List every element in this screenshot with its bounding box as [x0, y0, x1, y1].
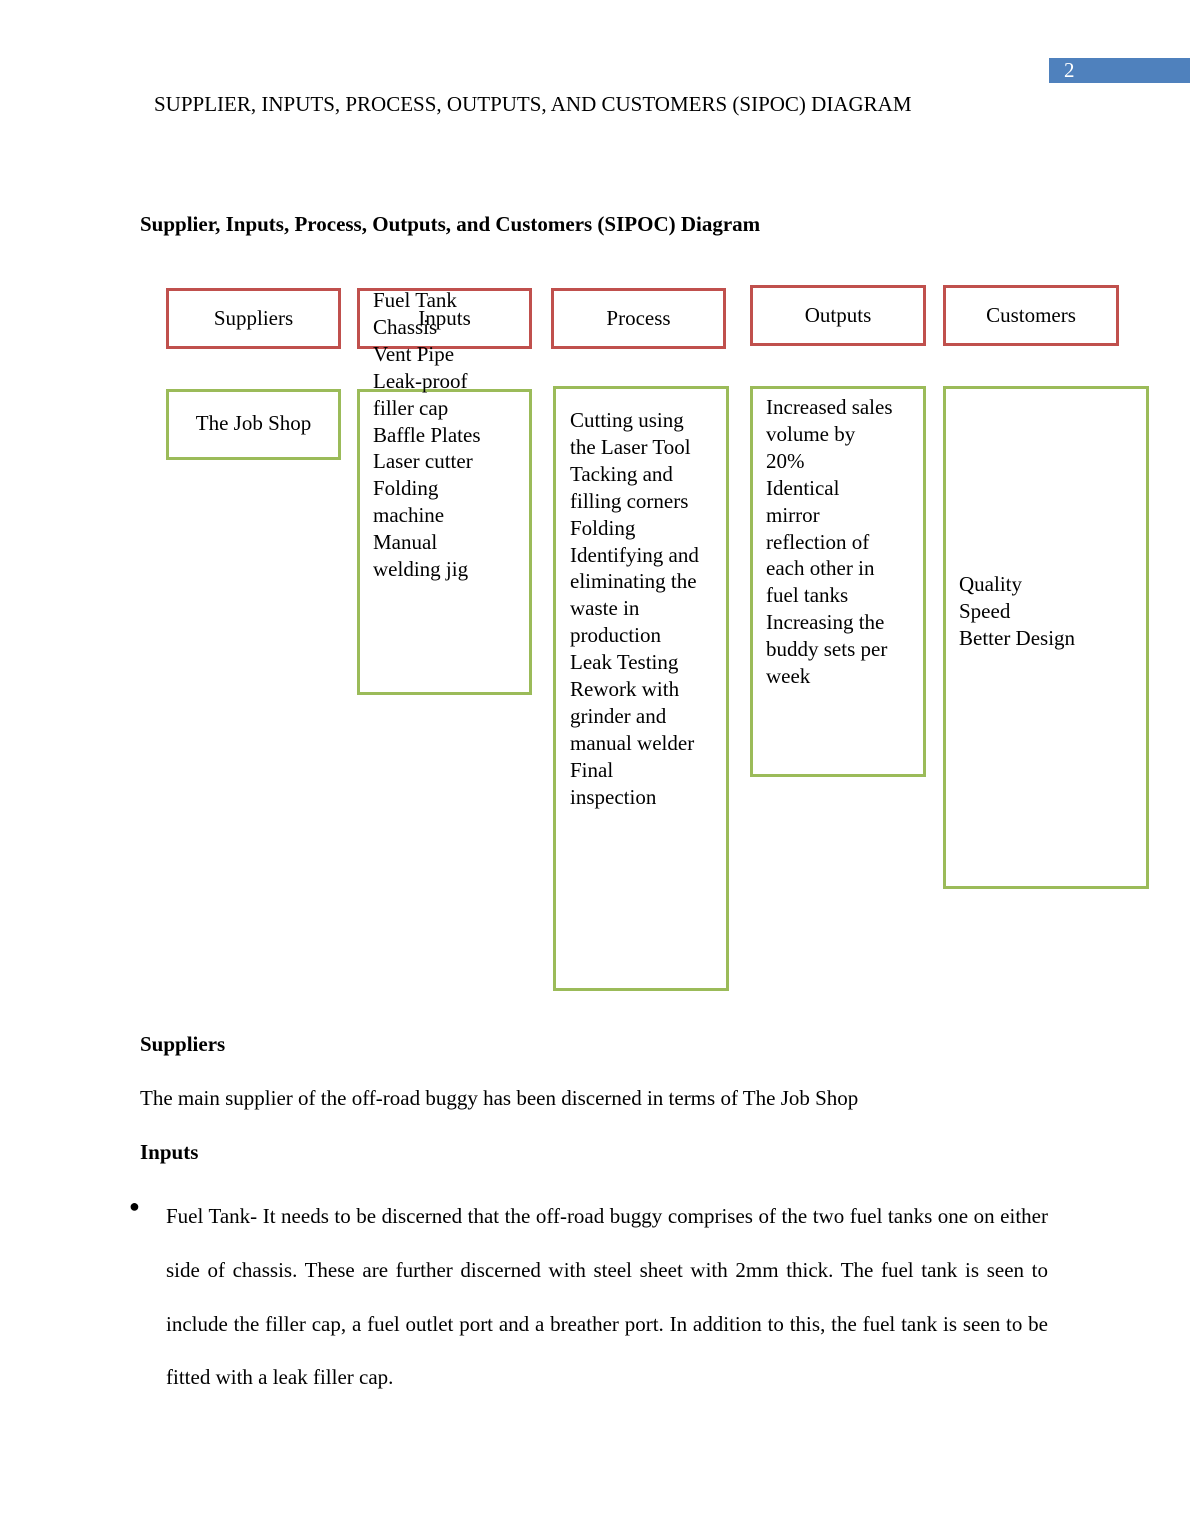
inputs-content: Fuel Tank Chassis Vent Pipe Leak-proof filler cap Baffle Plates Laser cutter Folding machine Manual welding jig [373, 288, 481, 582]
page-number: 2 [1049, 58, 1190, 83]
customers-content: Quality Speed Better Design [959, 572, 1076, 650]
customers-header-label: Customers [986, 303, 1076, 327]
suppliers-paragraph: The main supplier of the off-road buggy has been discerned in terms of The Job Shop [140, 1086, 859, 1110]
suppliers-heading: Suppliers [140, 1032, 226, 1056]
inputs-header-label: Inputs [418, 306, 471, 330]
page-title: Supplier, Inputs, Process, Outputs, and Customers (SIPOC) Diagram [140, 212, 761, 236]
process-header-label: Process [606, 306, 671, 330]
customers-header [943, 285, 1119, 346]
inputs-heading: Inputs [140, 1140, 199, 1164]
process-content: Cutting using the Laser Tool Tacking and filling corners Folding Identifying and eliminating the waste in production Leak Testing Rework with grinder and manual welder Final inspection [570, 408, 699, 809]
outputs-header [750, 285, 926, 346]
fuel-tank-paragraph: Fuel Tank- It needs to be discerned that the off-road buggy comprises of the two fuel tanks one on either side of chassis. These are further discerned with steel sheet with 2mm thick. The fuel tank is seen to include the filler cap, a fuel outlet port and a breather port. In addition to this, the fuel tank is seen to be fitted with a leak filler cap. [166, 1204, 1048, 1390]
bullet-icon: ● [129, 1196, 140, 1216]
outputs-header-label: Outputs [804, 303, 872, 327]
process-header [551, 288, 726, 349]
suppliers-header [166, 288, 341, 349]
outputs-content: Increased sales volume by 20% Identical mirror reflection of each other in fuel tanks Increasing the buddy sets per week [766, 395, 893, 689]
running-head: SUPPLIER, INPUTS, PROCESS, OUTPUTS, AND CUSTOMERS (SIPOC) DIAGRAM [154, 92, 912, 116]
suppliers-content: The Job Shop [195, 411, 312, 435]
suppliers-header-label: Suppliers [213, 306, 294, 330]
